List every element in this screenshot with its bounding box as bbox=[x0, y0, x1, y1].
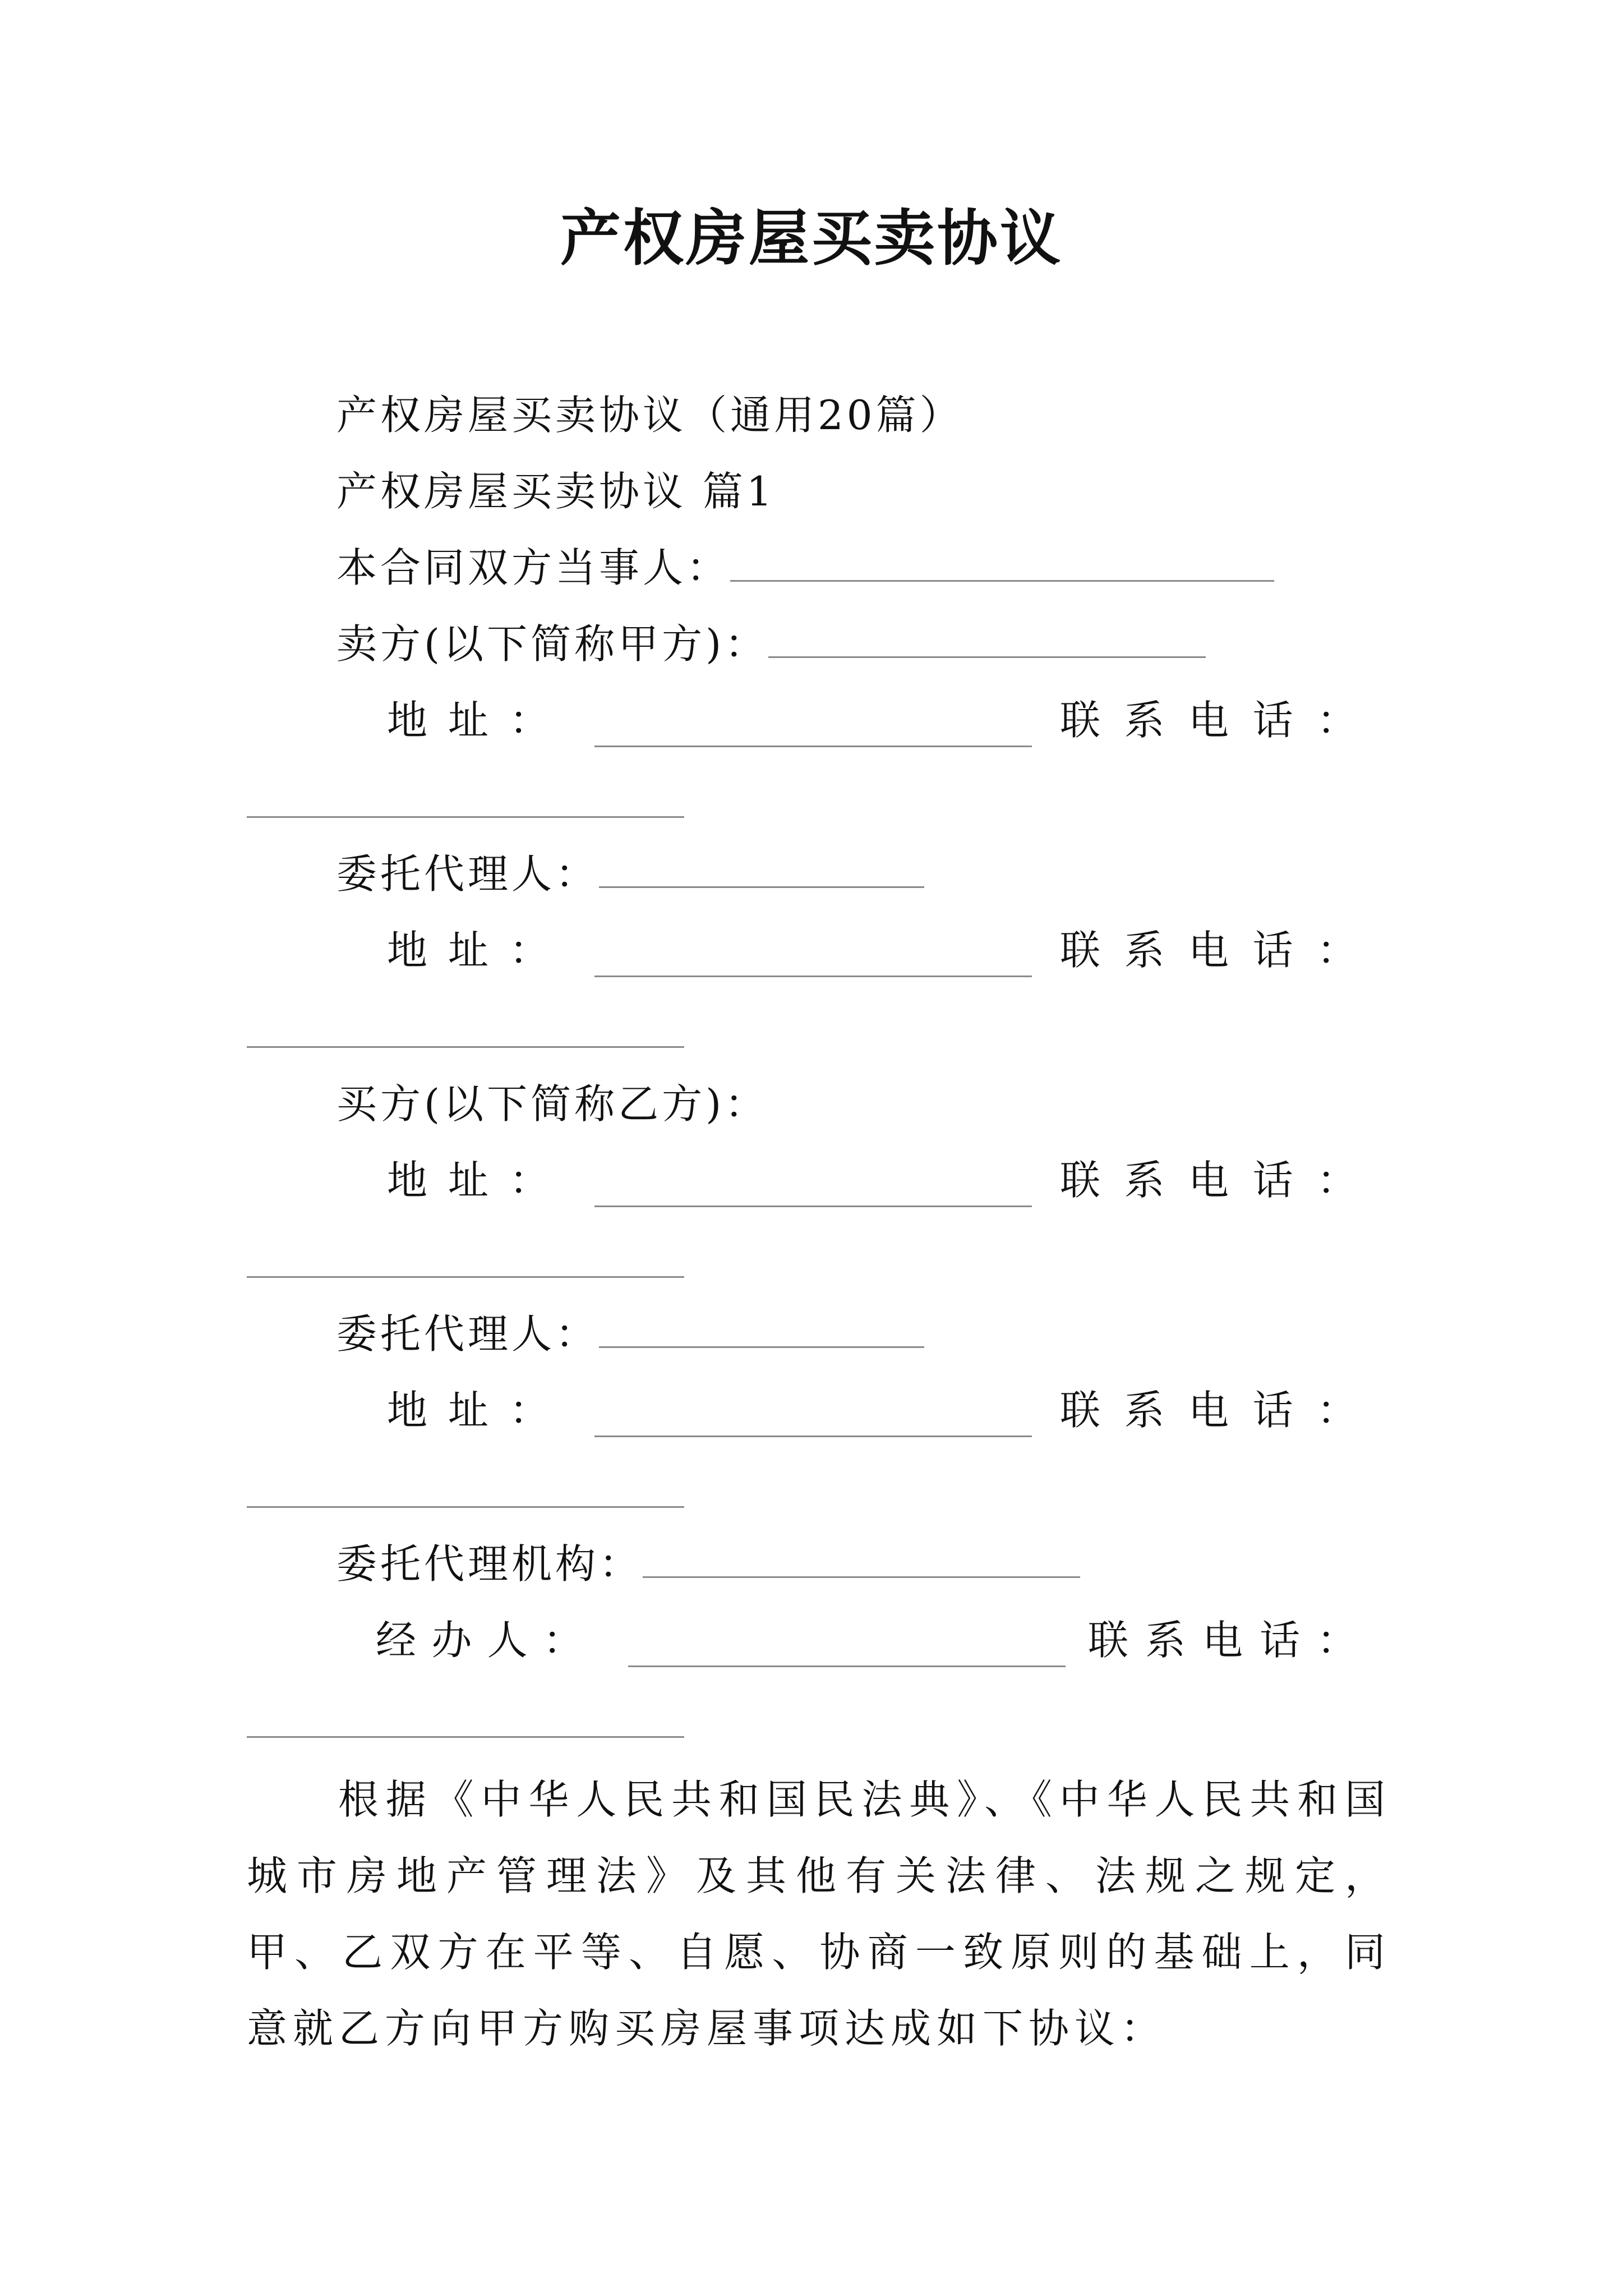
seller-label: 卖方(以下简称甲方)： bbox=[336, 620, 769, 668]
seller-agent-phone-blank[interactable] bbox=[247, 1046, 684, 1048]
intro-paragraph: 根据《中华人民共和国民法典》、《中华人民共和国城市房地产管理法》及其他有关法律、法规之规定，甲、乙双方在平等、自愿、协商一致原则的基础上，同意就乙方向甲方购买房屋事项达成如下协议： bbox=[247, 1776, 1391, 2052]
handler-phone-row bbox=[1088, 1613, 1357, 1667]
handler-phone-label: 联 系 电 话 ： bbox=[1088, 1617, 1357, 1664]
seller-agent-address-blank[interactable] bbox=[594, 940, 1032, 977]
buyer-agent-phone-label: 联 系 电 话 ： bbox=[1060, 1387, 1357, 1434]
parties-blank[interactable] bbox=[730, 544, 1274, 582]
seller-phone-blank[interactable] bbox=[247, 816, 684, 818]
seller-agent-phone-label: 联 系 电 话 ： bbox=[1060, 927, 1357, 974]
buyer-address-row bbox=[387, 1153, 1032, 1207]
seller-address-row bbox=[387, 693, 1032, 747]
buyer-address-blank[interactable] bbox=[594, 1170, 1032, 1207]
seller-agent-blank[interactable] bbox=[599, 850, 924, 888]
seller-blank[interactable] bbox=[768, 620, 1206, 658]
buyer-agent-address-label: 地 址 ： bbox=[387, 1387, 550, 1434]
buyer-line bbox=[336, 1077, 768, 1131]
buyer-agent-line bbox=[336, 1307, 924, 1361]
seller-phone-row bbox=[1060, 693, 1357, 747]
seller-line bbox=[336, 617, 1206, 671]
handler-label: 经 办 人 ： bbox=[376, 1617, 583, 1664]
agency-line bbox=[336, 1537, 1080, 1591]
heading-general: 产权房屋买卖协议（通用20篇） bbox=[336, 392, 963, 439]
buyer-label: 买方(以下简称乙方)： bbox=[336, 1080, 769, 1128]
buyer-agent-address-blank[interactable] bbox=[594, 1400, 1032, 1437]
buyer-agent-address-row bbox=[387, 1383, 1032, 1437]
seller-agent-phone-row bbox=[1060, 923, 1357, 977]
handler-blank[interactable] bbox=[628, 1630, 1066, 1667]
buyer-phone-blank[interactable] bbox=[247, 1276, 684, 1278]
agency-label: 委托代理机构： bbox=[336, 1540, 643, 1588]
document-title: 产权房屋买卖协议 bbox=[560, 203, 1063, 274]
seller-phone-label: 联 系 电 话 ： bbox=[1060, 697, 1357, 744]
agency-blank[interactable] bbox=[643, 1540, 1080, 1578]
parties-label: 本合同双方当事人： bbox=[336, 544, 731, 591]
heading-part: 产权房屋买卖协议 篇1 bbox=[336, 468, 776, 515]
buyer-agent-label: 委托代理人： bbox=[336, 1310, 600, 1358]
handler-row bbox=[376, 1613, 1066, 1667]
seller-agent-line bbox=[336, 847, 924, 901]
buyer-phone-row bbox=[1060, 1153, 1357, 1207]
handler-phone-blank[interactable] bbox=[247, 1736, 684, 1738]
buyer-agent-blank[interactable] bbox=[599, 1310, 924, 1348]
seller-address-blank[interactable] bbox=[594, 710, 1032, 747]
buyer-agent-phone-blank[interactable] bbox=[247, 1506, 684, 1508]
buyer-phone-label: 联 系 电 话 ： bbox=[1060, 1157, 1357, 1204]
seller-agent-address-label: 地 址 ： bbox=[387, 927, 550, 974]
parties-line bbox=[336, 541, 1274, 595]
seller-agent-label: 委托代理人： bbox=[336, 850, 600, 898]
buyer-agent-phone-row bbox=[1060, 1383, 1357, 1437]
seller-agent-address-row bbox=[387, 923, 1032, 977]
seller-address-label: 地 址 ： bbox=[387, 697, 550, 744]
buyer-address-label: 地 址 ： bbox=[387, 1157, 550, 1204]
